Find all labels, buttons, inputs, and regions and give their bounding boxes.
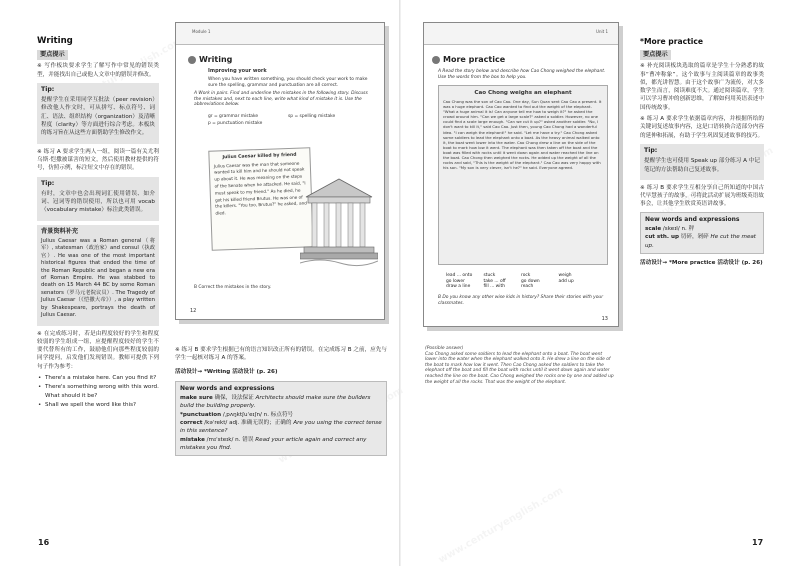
tip-label: Tip: (41, 85, 55, 93)
new-words-box (640, 212, 764, 254)
bullet-item: • There's a mistake here. Can you find it? (37, 374, 159, 382)
section-heading: *More practice (640, 37, 703, 46)
tip-box (37, 177, 159, 221)
abbreviation: gr = grammar mistake (208, 114, 259, 119)
word-entry: cut sth. up 切碎，剁碎 He cut the meat up. (645, 234, 757, 249)
tip-box (37, 83, 159, 144)
new-words-box (175, 381, 387, 456)
word-entry: make sure 确保，设法保证 Architects should make sure the builders build the building properly. (180, 395, 371, 410)
word-box-item: rock (521, 273, 531, 278)
story-title: Cao Chong weighs an elephant (474, 90, 572, 96)
key-points-label: 要点提示 (640, 50, 671, 60)
watermark (437, 485, 566, 566)
story-title: Julius Caesar killed by friend (222, 152, 297, 161)
note-paragraph: ※ 在完成练习时，若是由程度较好的学生和程度较弱的学生组成一组，应提醒程度较好的学生不要代替所有的工作，鼓励他们向那些程度较弱的同学提问，启发他们发现错误。教师可提供下列句子作为参考： (37, 330, 159, 370)
task-a-text: A Work in pairs. Find and underline the mistakes in the following story. Discuss the mistakes and, next to each line, write what kind of mistake it is. Use the abbreviations below. (194, 91, 368, 108)
task-b-text: B Do you know any other wise kids in history? Share their stories with your classmates. (438, 295, 604, 306)
abbreviation: p = punctuation mistake (208, 121, 263, 126)
page-header-band (424, 23, 618, 45)
note-paragraph: ※ 补充阅读板块选取的篇章是学生十分熟悉的故事“曹冲称象”。这个故事与主阅读篇章的故事类似，都光讲智慧。由于这个故事广为流传，对大多数学生而言，阅读难度不大。通过阅读篇章，学生可以学习曹冲的创新思维，了解如何用英语表述中国传统故事。 (640, 63, 764, 111)
bullet-item: • Shall we spell the word like this? (37, 401, 159, 409)
student-book-page-13 (423, 22, 619, 327)
word-box-item: weigh (558, 273, 572, 278)
tip-text: 提醒学生在采用同学互批法（peer revision）修改他人作文时，可从拼写、标点符号、词汇、语法、组织结构（organization）及清晰程度（clarity）等方面进行综合考虑。本板块的练习旨在从这些方面帮助学生修改作文。 (41, 97, 155, 137)
intro-text: When you have written something, you should check your work to make sure the spelling, grammar and punctuation are all correct. (208, 77, 368, 88)
word-box-item: stuck (483, 273, 496, 278)
page-number: 16 (38, 538, 50, 547)
section-heading: Writing (37, 36, 73, 46)
note-paragraph: ※ 写作板块要求学生了解写作中常见的错误类型，并能找出自己或他人文章中的错误并修改。 (37, 63, 159, 78)
background-text: Julius Caesar was a Roman general（将军）, statesman（政治家）and consul（执政官）. He was one of the most important historical figures that ended the time of the Roman Republic and began a new era of Roman Empire. He was stabbed to death on 15 March 44 BC by some Roman senators（罗马元老院议员）. The Tragedy of Julius Caesar（《恺撒大帝》）, a play written by Shakespeare, portrays the death of Julius Caesar. (41, 238, 155, 319)
background-label: 背景资料补充 (41, 227, 79, 235)
module-label: Module 1 (192, 29, 211, 34)
subheading: Improving your work (208, 68, 267, 74)
new-words-title: New words and expressions (180, 384, 275, 392)
story-box (438, 85, 608, 265)
word-entry: correct /kəˈrekt/ adj. 准确无误的；正确的 Are you using the correct tense in this sentence? (180, 420, 382, 435)
book-heading: Writing (188, 55, 232, 64)
possible-answer (425, 346, 615, 385)
tip-label: Tip: (41, 179, 55, 187)
book-page-number: 13 (601, 316, 608, 322)
word-box-item: take ... off (483, 278, 506, 284)
new-words-title: New words and expressions (645, 215, 740, 223)
word-box-item: add up (558, 278, 574, 284)
note-paragraph: ※ 练习 B 要求学生根据已有的语言知识改正所有的错误。在完成练习 B 之前，应先与学生一起核对练习 A 的答案。 (175, 347, 387, 362)
word-box-item: reach (521, 284, 534, 290)
page-number: 17 (752, 538, 764, 547)
background-box (37, 225, 159, 326)
answer-label: (Possible answer) (425, 346, 464, 351)
roman-temple-illustration (300, 173, 378, 269)
word-box-item: go lower (446, 278, 465, 284)
tip-label: Tip: (644, 146, 658, 154)
word-box-item (559, 284, 597, 290)
task-b-text: B Correct the mistakes in the story. (194, 285, 272, 290)
word-box-item: fill ... with (483, 284, 505, 290)
tip-text: 提醒学生也可使用 Speak up 部分练习 A 中记笔记的方法帮助自己复述故事。 (644, 158, 760, 173)
note-paragraph: ※ 练习 A 要求学生依据篇章内容，并根据所给的关键词复述故事内容，这是口语转换合适部分内容的延伸和拓展，有助于学生巩固复述故事的技巧。 (640, 116, 764, 139)
word-box-item: draw a line (446, 284, 471, 290)
bullet-item: • There's something wrong with this word. What should it be? (37, 383, 159, 400)
left-notes-column (37, 36, 159, 410)
book-heading: More practice (432, 55, 505, 64)
student-book-page-12 (175, 22, 385, 320)
activity-link[interactable]: 活动设计→ *Writing 活动设计 (p. 26) (175, 368, 278, 375)
story-text: Cao Chong was the son of Cao Cao. One day, Sun Quan sent Cao Cao a present. It was a huge elephant. Cao Cao wanted to find out the weight of the elephant. "What a huge animal it is! Can anyone tell me how to weigh it?" he asked the crowd around him. "Can we get a large scale?" asked a soldier. However, no one could find a scale large enough. "Can we cut it up?" asked another soldier. "No, I don't want to kill it," said Cao Cao. Just then, young Cao Chong had a wonderful idea. "I can weigh the elephant!" he said. "Let me have a try." Cao Chong asked some soldiers to lead the elephant onto a boat. As the heavy animal walked onto it, the boat went lower into the water. Cao Chong drew a line on the side of the boat to mark how low it went. The elephant was then taken off the boat and the boat was filled with rocks until it went down again and water reached the line on the boat. Cao Chong then weighed the rocks. He added up the weight of all the rocks and said, "This is the weight of the elephant." Cao Cao was very happy with his son. "My son is very clever, isn't he?" he said. Everyone agreed. (443, 99, 602, 171)
note-paragraph: ※ 练习 A 要求学生两人一组，阅读一篇有关尤利乌斯·恺撒被谋害的短文，然后使用教材提供的符号，仿照示例，标注短文中存在的错误。 (37, 148, 159, 172)
tip-text: 有时，文章中也会出现词汇使用错误、如介词、冠词等的错误使用，所以也可用 vocab（vocabulary mistake）标注此类错误。 (41, 190, 155, 214)
story-text: Julius Caesar was the man that someone wanted to kill him and he should not speak up about it. He was meaning on the steps of the Senate when he attacked. He said, "I must speak to my friend." As he died, he got his killed friend Brutus. He was one of the killers. "You too, Brutus?" he asked, and died. (213, 160, 307, 216)
book-page-number: 12 (190, 308, 197, 314)
activity-link[interactable]: 活动设计→ *More practice 活动设计 (p. 26) (640, 259, 763, 266)
word-box (446, 273, 596, 290)
page-header-band (176, 23, 384, 45)
word-entry: *punctuation /ˌpʌŋktʃuˈeɪʃn/ n. 标点符号 (180, 411, 294, 418)
word-box-item: go down (521, 278, 540, 284)
story-paper (208, 147, 313, 250)
tip-box (640, 144, 764, 180)
word-box-item: lead ... onto (446, 273, 473, 278)
mid-notes-column (175, 346, 387, 456)
word-entry: mistake /mɪˈsteɪk/ n. 错误 Read your article again and correct any mistakes you find. (180, 436, 367, 451)
word-entry: scale /skeɪl/ n. 秤 (645, 226, 695, 233)
writing-icon (188, 56, 196, 64)
task-a-text: A Read the story below and describe how Cao Chong weighed the elephant. Use the words from the box to help you. (438, 69, 606, 80)
note-paragraph: ※ 练习 B 要求学生互相分享自己所知道的中国古代早慧孩子的故事，可将此活动扩展为班级英语故事会，让其他学生欣赏英语讲故事。 (640, 184, 764, 208)
unit-label: Unit 1 (596, 29, 608, 34)
right-notes-column (640, 36, 764, 272)
answer-text: Cao Chong asked some soldiers to lead the elephant onto a boat. The boat went lower into the water when the elephant walked onto it. He drew a line on the side of the boat to mark how low it went. Then Cao Chong asked the soldiers to take the elephant off the boat and fill the boat with rocks until it went down again and water reached the line on the boat. Cao Chong weighed the rocks one by one and added up the weight of all the rocks. That was the weight of the elephant. (425, 351, 614, 385)
abbreviation: sp = spelling mistake (288, 114, 336, 119)
more-practice-icon (432, 56, 440, 64)
key-points-label: 要点提示 (37, 50, 68, 60)
gutter (399, 0, 401, 566)
bullet-list (37, 374, 159, 409)
